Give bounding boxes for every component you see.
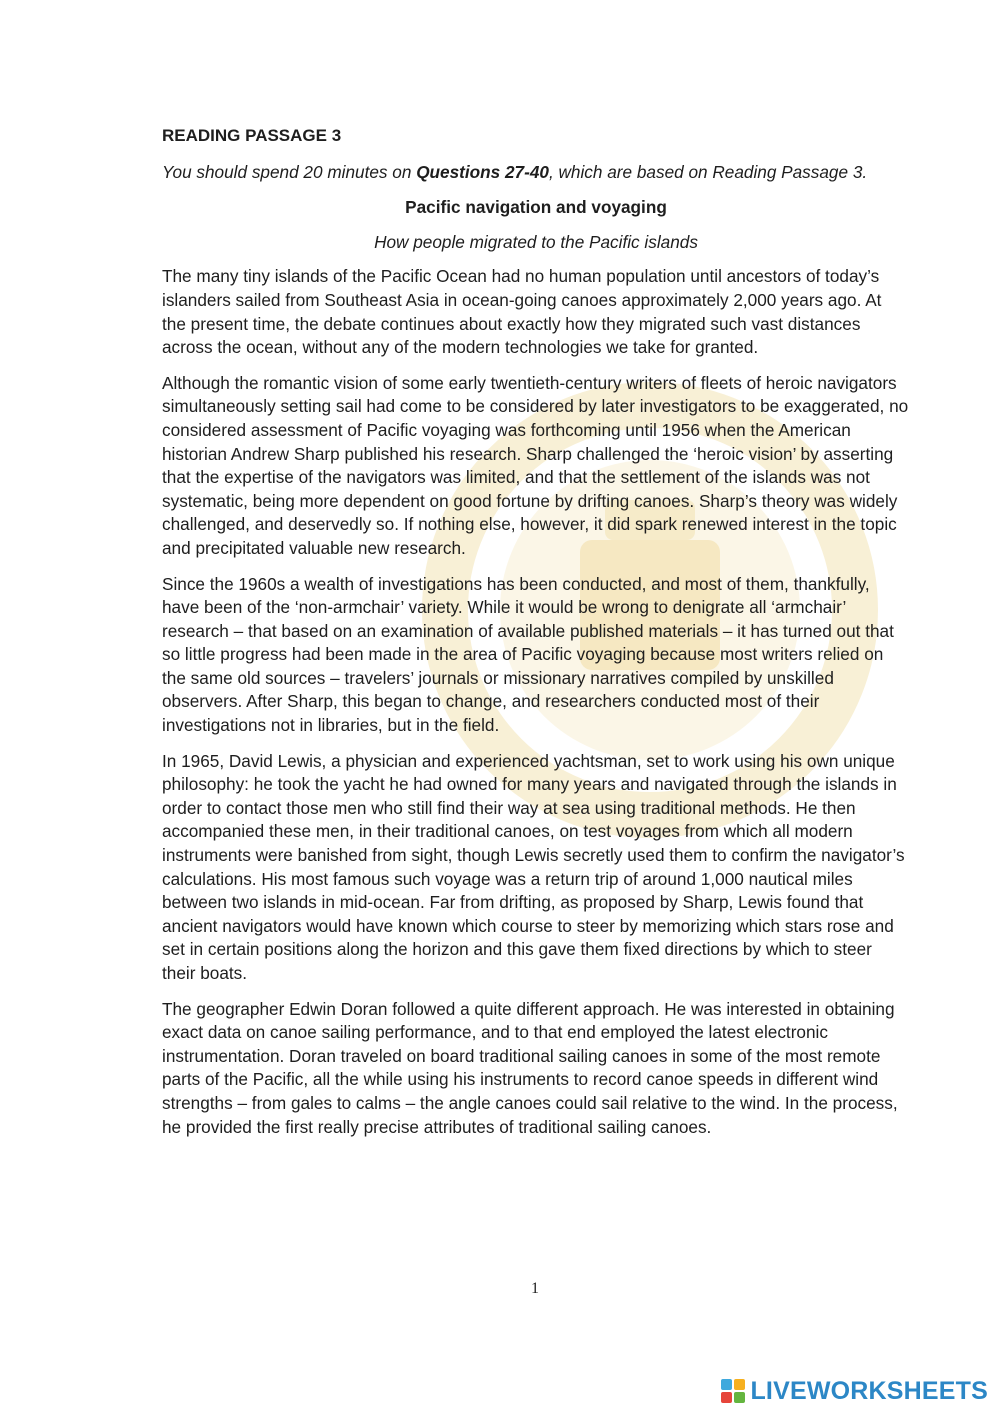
- paragraph: The geographer Edwin Doran followed a quite different approach. He was interested in obtaining exact data on canoe sailing performance, and to that end employed the latest electronic instrumentation. Doran traveled on board traditional sailing canoes in some of the most remote parts of the Pacific, all the while using his instruments to record canoe speeds in different wind strengths – from gales to calms – the angle canoes could sail relative to the wind. In the process, he provided the first really precise attributes of traditional sailing canoes.: [162, 998, 898, 1137]
- section-title: READING PASSAGE 3: [162, 126, 342, 145]
- passage-subtitle: How people migrated to the Pacific islands: [374, 231, 698, 252]
- page-number: 1: [531, 1280, 539, 1297]
- paragraph: Since the 1960s a wealth of investigations has been conducted, and most of them, thankfully, have been of the ‘non-armchair’ variety. While it would be wrong to denigrate all ‘armchair’ research – that based on an examination of available published materials – it has turned out that so little progress had been made in the area of Pacific voyaging because most writers relied on the same old sources – travelers’ journals or missionary narratives compiled by unskilled observers. After Sharp, this began to change, and researchers conducted most of their investigations not in libraries, but in the field.: [162, 573, 894, 736]
- instructions: [162, 161, 910, 185]
- paragraph: In 1965, David Lewis, a physician and experienced yachtsman, set to work using his own unique philosophy: he took the yacht he had owned for many years and navigated through the islands in order to contact those men who still find their way at sea using traditional methods. He then accompanied these men, in their traditional canoes, on test voyages from which all modern instruments were banished from sight, though Lewis secretly used them to confirm the navigator’s calculations. His most famous such voyage was a return trip of around 1,000 nautical miles between two islands in mid-ocean. Far from drifting, as proposed by Sharp, Lewis found that ancient navigators would have known which course to steer by memorizing which stars rose and set in certain positions along the horizon and this gave them fixed directions by which to steer their boats.: [162, 750, 905, 983]
- paragraph: Although the romantic vision of some early twentieth-century writers of fleets of heroic navigators simultaneously setting sail had come to be considered by later investigators to be exaggerated, no considered assessment of Pacific voyaging was forthcoming until 1956 when the American historian Andrew Sharp published his research. Sharp challenged the ‘heroic vision’ by asserting that the expertise of the navigators was limited, and that the settlement of the islands was not systematic, being more dependent on good fortune by drifting canoes. Sharp’s theory was widely challenged, and deservedly so. If nothing else, however, it did spark renewed interest in the topic and precipitated valuable new research.: [162, 372, 909, 558]
- liveworksheets-wordmark: LIVEWORKSHEETS: [750, 1376, 988, 1405]
- passage-content: [162, 124, 910, 1151]
- liveworksheets-brand[interactable]: [720, 1376, 988, 1406]
- paragraph: The many tiny islands of the Pacific Ocean had no human population until ancestors of today’s islanders sailed from Southeast Asia in ocean-going canoes approximately 2,000 years ago. At the present time, the debate continues about exactly how they migrated such vast distances across the ocean, without any of the modern technologies we take for granted.: [162, 266, 882, 358]
- instructions-suffix: , which are based on Reading Passage 3.: [548, 161, 868, 182]
- instructions-prefix: You should spend 20 minutes on: [162, 161, 417, 182]
- passage-title: Pacific navigation and voyaging: [405, 197, 667, 218]
- instructions-questions: Questions 27-40: [416, 161, 549, 182]
- liveworksheets-logo-icon: [720, 1378, 746, 1404]
